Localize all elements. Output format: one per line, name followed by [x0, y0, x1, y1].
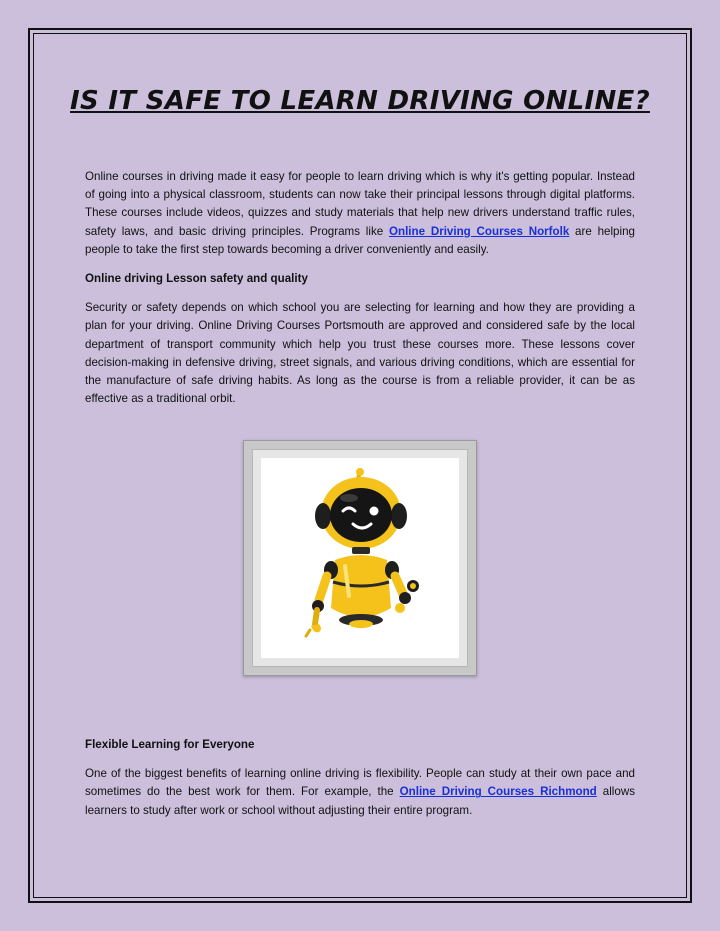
robot-image-frame [243, 440, 477, 676]
robot-head [315, 477, 407, 549]
page-title: IS IT SAFE TO LEARN DRIVING ONLINE? [70, 86, 650, 116]
section2-text-after: allows learners to study after work or school without adjusting their entire program. [85, 785, 635, 817]
section1-paragraph: Security or safety depends on which school you are selecting for learning and how they are providing a plan for your driving. Online Driving Courses Portsmouth are approved and considered safe by the local department of transport community which help you trust these courses more. These lessons cover decision-making in defensive driving, street signals, and various driving conditions, which are essential for the manufacture of safe driving habits. As long as the course is from a reliable provider, it can be as effective as a traditional orbit. [85, 301, 635, 406]
section2-heading: Flexible Learning for Everyone [85, 738, 255, 751]
norfolk-courses-link[interactable]: Online Driving Courses Norfolk [388, 224, 570, 238]
robot-neck [352, 547, 370, 554]
intro-paragraph [85, 168, 635, 259]
intro-text-after: are helping people to take the first step towards becoming a driver conveniently and easily. [85, 224, 635, 256]
article-body [85, 168, 635, 419]
flexible-learning-section [85, 736, 635, 820]
richmond-courses-link[interactable]: Online Driving Courses Richmond [399, 785, 597, 799]
section1-heading: Online driving Lesson safety and quality [85, 272, 308, 286]
robot-body [331, 555, 391, 628]
section2-paragraph [85, 765, 635, 820]
section2-text-before: One of the biggest benefits of learning online driving is flexibility. People can study at their own pace and sometimes do the best work for them. For example, the [85, 767, 635, 799]
robot-icon [261, 458, 461, 658]
image-background [261, 458, 459, 658]
intro-text-before: Online courses in driving made it easy for people to learn driving which is why it's getting popular. Instead of going into a physical classroom, students can now take their principal lessons through digital platforms. These courses include videos, quizzes and study materials that help new drivers understand traffic rules, safety laws, and basic driving principles. Programs like [85, 170, 635, 238]
image-mat [252, 449, 468, 667]
